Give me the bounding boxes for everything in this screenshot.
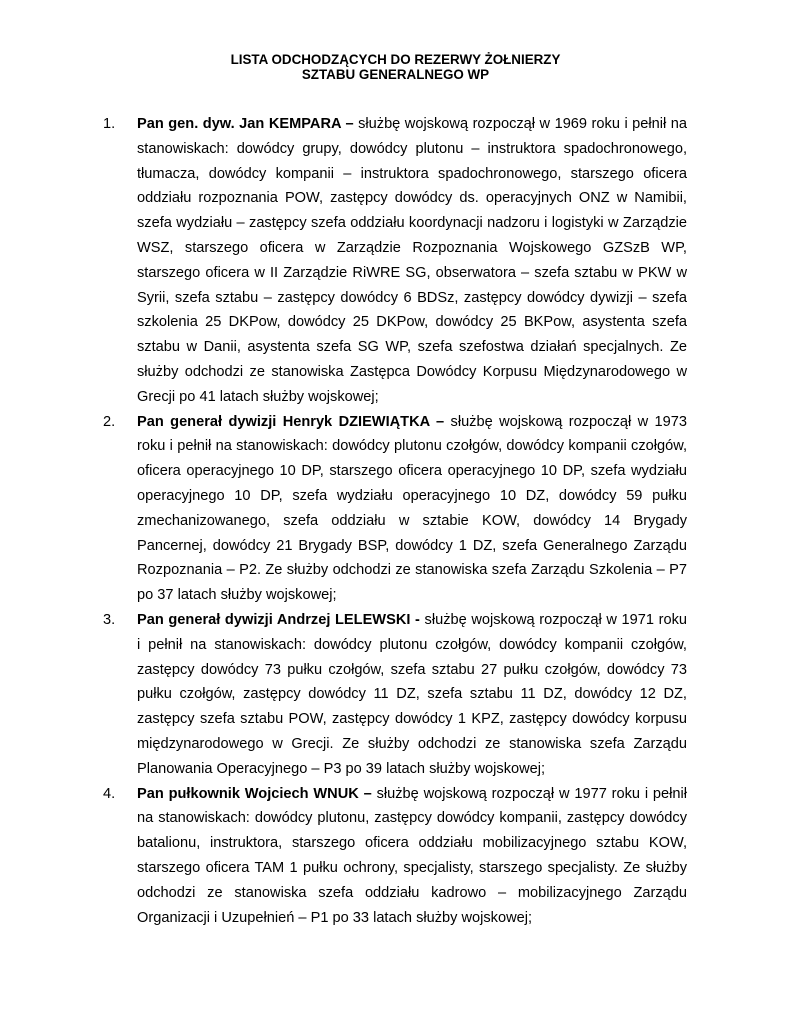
list-item-name: Pan pułkownik Wojciech WNUK – <box>137 785 372 802</box>
list-item-text <box>137 608 687 782</box>
list-item-name: Pan gen. dyw. Jan KEMPARA – <box>137 116 354 132</box>
list-item-name: Pan generał dywizji Henryk DZIEWIĄTKA – <box>137 413 445 430</box>
list-item-body: służbę wojskową rozpoczął w 1969 roku i pełnił na stanowiskach: dowódcy grupy, dowódcy plutonu – instruktora spadochronowego, tłumacza, dowódcy kompanii – instruktora spadochronowego, starszego oficera oddziału rozpoznania POW, zastępcy dowódcy ds. operacyjnych ONZ w Namibii, szefa wydziału – zastępcy szefa oddziału koordynacji nadzoru i logistyki w Zarządzie WSZ, starszego oficera w Zarządzie Rozpoznania Wojskowego GZSzB WP, starszego oficera w II Zarządzie RiWRE SG, obserwatora – szefa sztabu w PKW w Syrii, szefa sztabu – zastępcy dowódcy 6 BDSz, zastępcy dowódcy dywizji – szefa szkolenia 25 DKPow, dowódcy 25 DKPow, dowódcy 25 BKPow, asystenta szefa sztabu w Danii, asystenta szefa SG WP, szefa szefostwa działań specjalnych. Ze służby odchodzi ze stanowiska Zastępca Dowódcy Korpusu Międzynarodowego w Grecji po 41 latach służby wojskowej; <box>137 116 688 405</box>
list-item-number: 2. <box>103 413 116 430</box>
list-item <box>0 608 791 782</box>
list-item-name: Pan generał dywizji Andrzej LELEWSKI - <box>137 611 420 628</box>
list-item-body: służbę wojskową rozpoczął w 1973 roku i pełnił na stanowiskach: dowódcy plutonu czołgów, dowódcy kompanii czołgów, oficera operacyjnego 10 DP, starszego oficera operacyjnego 10 DP, szefa wydziału operacyjnego 10 DP, szefa wydziału operacyjnego 10 DZ, dowódcy 59 pułku zmechanizowanego, szefa oddziału w sztabie KOW, dowódcy 14 Brygady Pancernej, dowódcy 21 Brygady BSP, dowódcy 1 DZ, szefa Generalnego Zarządu Rozpoznania – P2. Ze służby odchodzi ze stanowiska szefa Zarządu Szkolenia – P7 po 37 latach służby wojskowej; <box>137 413 688 604</box>
list-item-number: 1. <box>103 116 116 132</box>
list-item <box>0 410 791 608</box>
list-item-number: 3. <box>103 611 116 628</box>
list-item-number: 4. <box>103 785 116 802</box>
list-item <box>0 112 791 410</box>
list-item-text <box>137 410 687 608</box>
document-title-line-2: SZTABU GENERALNEGO WP <box>301 67 490 82</box>
soldier-list <box>0 112 791 930</box>
list-item-body: służbę wojskową rozpoczął w 1977 roku i pełnił na stanowiskach: dowódcy plutonu, zastępcy dowódcy kompanii, zastępcy dowódcy batalionu, instruktora, starszego oficera oddziału mobilizacyjnego sztabu KOW, starszego oficera TAM 1 pułku ochrony, specjalisty, starszego specjalisty. Ze służby odchodzi ze stanowiska szefa oddziału kadrowo – mobilizacyjnego Zarządu Organizacji i Uzupełnień – P1 po 33 latach służby wojskowej; <box>137 785 688 926</box>
list-item-body: służbę wojskową rozpoczął w 1971 roku i pełnił na stanowiskach: dowódcy plutonu czołgów, dowódcy kompanii czołgów, zastępcy dowódcy 73 pułku czołgów, szefa sztabu 27 pułku czołgów, dowódcy 73 pułku czołgów, zastępcy dowódcy 11 DZ, szefa sztabu 11 DZ, dowódcy 12 DZ, zastępcy szefa sztabu POW, zastępcy dowódcy 1 KPZ, zastępcy dowódcy korpusu międzynarodowego w Grecji. Ze służby odchodzi ze stanowiska szefa Zarządu Planowania Operacyjnego – P3 po 39 latach służby wojskowej; <box>137 611 687 777</box>
list-item <box>0 782 791 931</box>
list-item-text <box>137 112 687 410</box>
document-title-line-1: LISTA ODCHODZĄCYCH DO REZERWY ŻOŁNIERZY <box>230 52 561 67</box>
list-item-text <box>137 782 687 931</box>
